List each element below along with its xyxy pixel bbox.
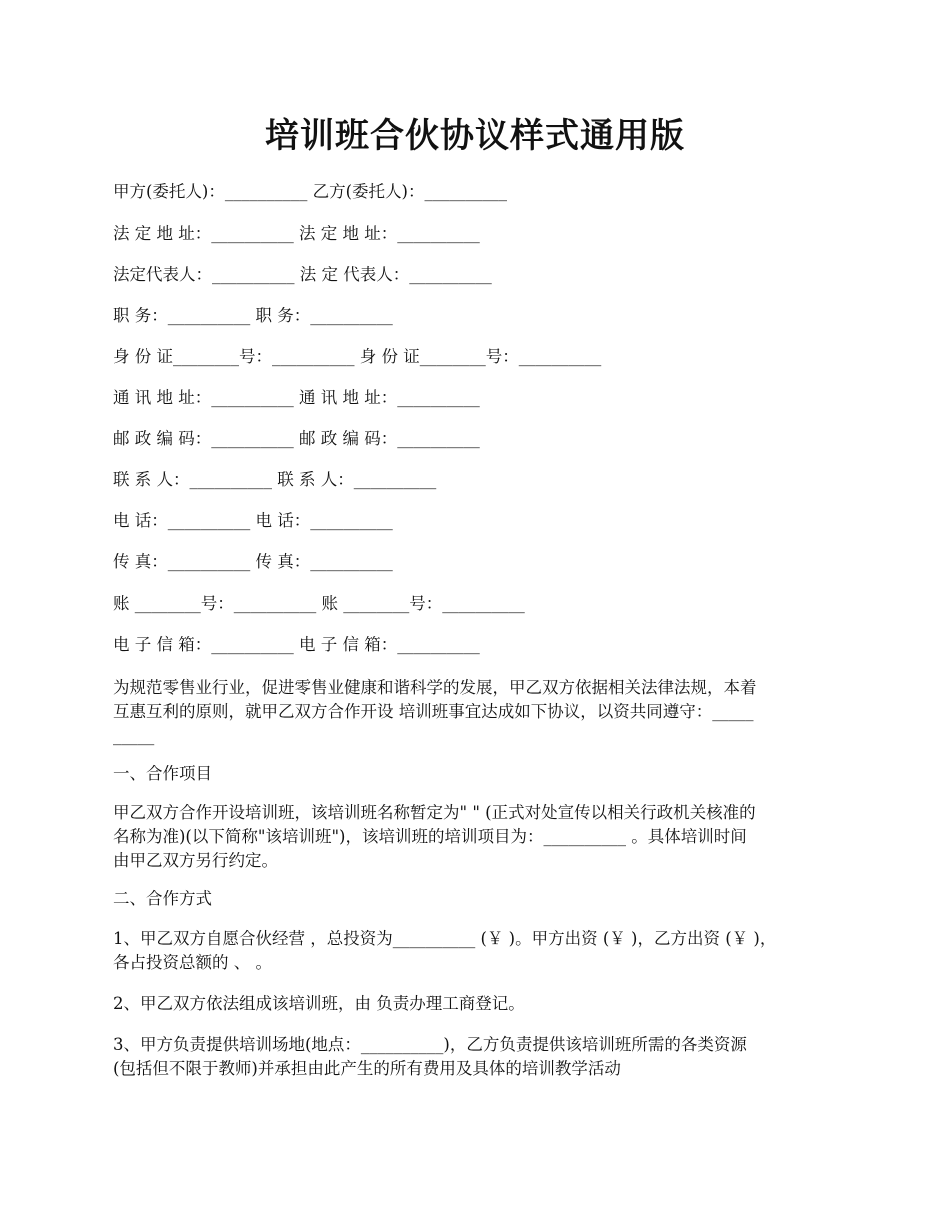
party-line-legal-address: 法 定 地 址：__________ 法 定 地 址：__________ <box>113 224 480 243</box>
intro-paragraph-line-1: 为规范零售业行业，促进零售业健康和谐科学的发展，甲乙双方依据相关法律法规，本着 <box>113 678 757 697</box>
section-heading-cooperation-method: 二、合作方式 <box>113 889 212 908</box>
section-heading-cooperation-project: 一、合作项目 <box>113 764 212 783</box>
intro-paragraph-line-2: 互惠互利的原则，就甲乙双方合作开设 培训班事宜达成如下协议，以资共同遵守：_____ <box>113 702 754 721</box>
section1-paragraph-line-3: 由甲乙双方另行约定。 <box>113 851 278 870</box>
party-line-postal-code: 邮 政 编 码：__________ 邮 政 编 码：__________ <box>113 429 480 448</box>
party-line-id-number: 身 份 证________号：__________ 身 份 证________号：__________ <box>113 347 602 366</box>
item1-line-1: 1、甲乙双方自愿合伙经营 ，总投资为__________ (￥ )。甲方出资 (￥ )，乙方出资 (￥ )， <box>113 929 777 948</box>
party-line-mailing-address: 通 讯 地 址：__________ 通 讯 地 址：__________ <box>113 388 480 407</box>
party-line-phone: 电 话：__________ 电 话：__________ <box>113 511 393 530</box>
party-line-principal: 甲方(委托人)：__________ 乙方(委托人)：__________ <box>113 182 507 201</box>
party-line-account: 账 ________号：__________ 账 ________号：__________ <box>113 594 525 613</box>
party-line-fax: 传 真：__________ 传 真：__________ <box>113 552 393 571</box>
section1-paragraph-line-1: 甲乙双方合作开设培训班，该培训班名称暂定为" " (正式对处宣传以相关行政机关核准的 <box>113 803 756 822</box>
party-line-contact-person: 联 系 人：__________ 联 系 人：__________ <box>113 470 437 489</box>
intro-paragraph-line-3: _____ <box>113 726 155 745</box>
party-line-position: 职 务：__________ 职 务：__________ <box>113 306 393 325</box>
item2-line-1: 2、甲乙双方依法组成该培训班，由 负责办理工商登记。 <box>113 994 525 1013</box>
item3-line-2: (包括但不限于教师)并承担由此产生的所有费用及具体的培训教学活动 <box>113 1059 621 1078</box>
document-title: 培训班合伙协议样式通用版 <box>265 116 685 156</box>
party-line-legal-representative: 法定代表人：__________ 法 定 代表人：__________ <box>113 265 492 284</box>
item3-line-1: 3、甲方负责提供培训场地(地点：__________)，乙方负责提供该培训班所需的各类资源 <box>113 1035 747 1054</box>
section1-paragraph-line-2: 名称为准)(以下简称"该培训班")，该培训班的培训项目为：__________ 。具体培训时间 <box>113 827 747 846</box>
party-line-email: 电 子 信 箱：__________ 电 子 信 箱：__________ <box>113 635 480 654</box>
item1-line-2: 各占投资总额的 、 。 <box>113 953 272 972</box>
